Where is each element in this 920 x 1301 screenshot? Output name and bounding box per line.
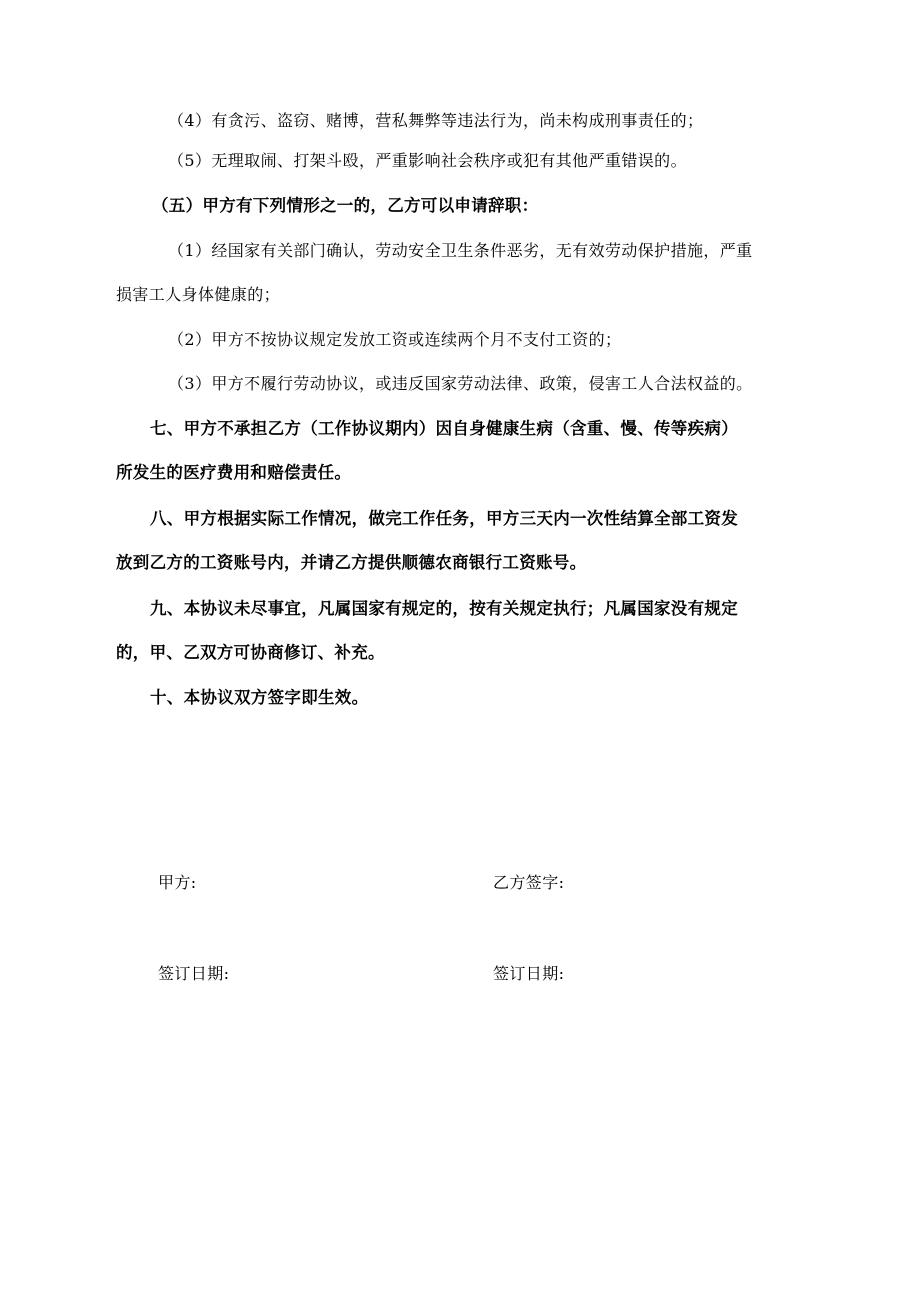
party-b-signature-label: 乙方签字:	[493, 873, 565, 892]
article-8-line-2: 放到乙方的工资账号内，并请乙方提供顺德农商银行工资账号。	[116, 553, 587, 572]
section-5-heading: （五）甲方有下列情形之一的，乙方可以申请辞职：	[152, 196, 539, 215]
party-a-label: 甲方:	[158, 873, 197, 892]
article-9-line-1: 九、本协议未尽事宜，凡属国家有规定的，按有关规定执行；凡属国家没有规定	[150, 599, 738, 618]
article-9-line-2: 的，甲、乙双方可协商修订、补充。	[116, 643, 385, 662]
article-8-line-1: 八、甲方根据实际工作情况，做完工作任务，甲方三天内一次性结算全部工资发	[150, 509, 738, 528]
party-a-date-label: 签订日期:	[158, 964, 230, 983]
section-5-item-3: （3）甲方不履行劳动协议，或违反国家劳动法律、政策，侵害工人合法权益的。	[168, 374, 753, 393]
section-5-item-1-line-2: 损害工人身体健康的；	[116, 285, 281, 304]
clause-item-5: （5）无理取闹、打架斗殴，严重影响社会秩序或犯有其他严重错误的。	[168, 151, 687, 170]
section-5-item-2: （2）甲方不按协议规定发放工资或连续两个月不支付工资的；	[168, 330, 622, 349]
party-b-date-label: 签订日期:	[493, 964, 565, 983]
article-7-line-2: 所发生的医疗费用和赔偿责任。	[116, 463, 352, 482]
article-10: 十、本协议双方签字即生效。	[150, 688, 369, 707]
section-5-item-1-line-1: （1）经国家有关部门确认，劳动安全卫生条件恶劣，无有效劳动保护措施，严重	[168, 241, 753, 260]
clause-item-4: （4）有贪污、盗窃、赌博，营私舞弊等违法行为，尚未构成刑事责任的；	[168, 111, 704, 130]
article-7-line-1: 七、甲方不承担乙方（工作协议期内）因自身健康生病（含重、慢、传等疾病）	[150, 419, 738, 438]
